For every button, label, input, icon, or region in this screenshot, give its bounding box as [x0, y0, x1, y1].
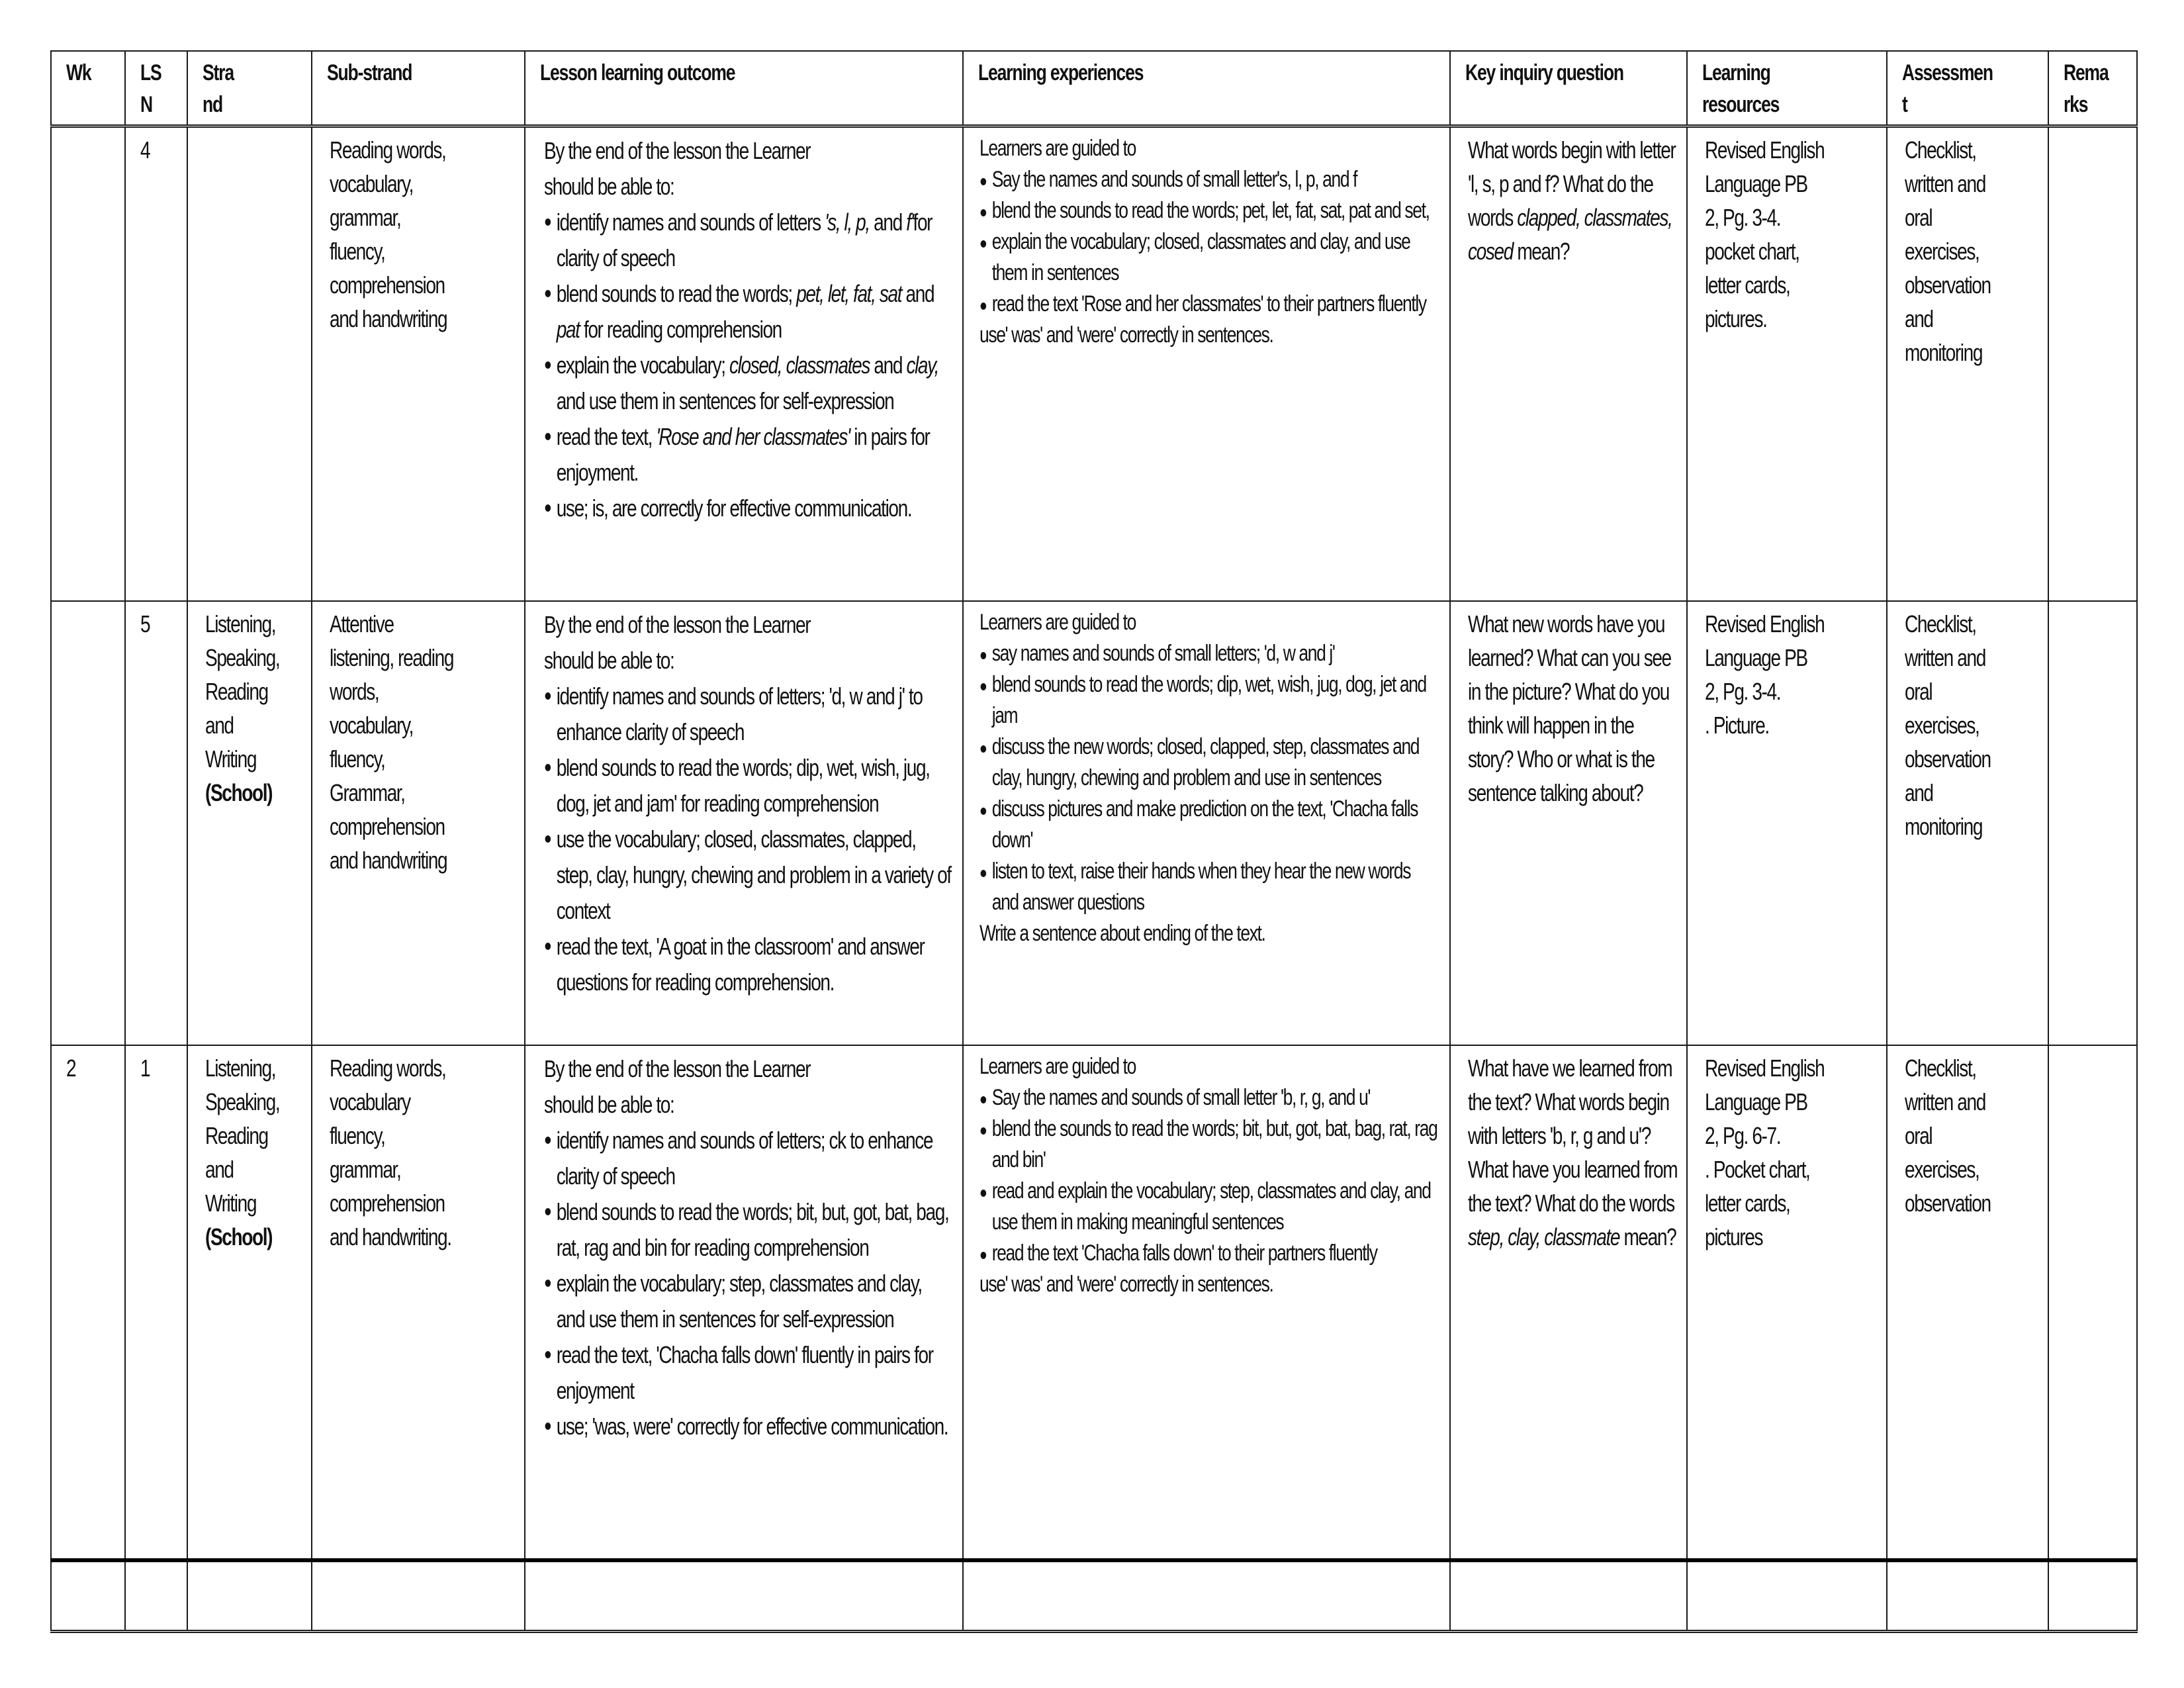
text-line: Grammar, — [330, 779, 405, 806]
text-segment: use the vocabulary; closed, classmates, clapped, step, clay, hungry, chewing and problem in a variety of context — [556, 825, 951, 924]
header-label-line: N — [140, 92, 152, 117]
scheme-of-work-page — [50, 50, 2136, 1633]
cell-substrand-text — [330, 133, 516, 336]
header-label-line: rks — [2064, 92, 2088, 117]
cell-assessment — [1887, 1045, 2048, 1560]
italic-text: clay, — [906, 352, 939, 379]
text-segment: identify names and sounds of letters; 'd, w and j' to enhance clarity of speech — [556, 682, 923, 745]
italic-text: pet, let, fat, sat — [796, 280, 902, 307]
outcome-list-item — [544, 276, 954, 348]
text-line: 2, Pg. 3-4. — [1705, 678, 1781, 705]
cell-week — [51, 1045, 125, 1560]
outcome-intro-line: should be able to: — [544, 647, 674, 674]
text-line: vocabulary — [330, 1088, 410, 1115]
cell-lesson-number — [125, 1560, 187, 1632]
cell-substrand — [312, 1045, 525, 1560]
text-line: Checklist, — [1905, 1055, 1976, 1082]
text-line: written and — [1905, 1088, 1985, 1115]
text-line: Writing — [205, 745, 257, 773]
cell-assessment-text — [1905, 607, 2040, 843]
text-line: Listening, — [205, 610, 276, 637]
cell-key-inquiry-question — [1450, 1045, 1687, 1560]
learning-experiences-text — [979, 133, 1441, 351]
text-line: vocabulary, — [330, 170, 414, 197]
header-text — [203, 57, 303, 120]
text-line: and handwriting — [330, 847, 447, 874]
header-label-line: Stra — [203, 60, 234, 85]
text-line: . Pocket chart, — [1705, 1156, 1810, 1183]
header-label: Lesson learning outcome — [540, 60, 735, 85]
learning-outcome-text — [544, 1051, 954, 1444]
cell-learning-resources-text — [1705, 133, 1878, 336]
header-text — [540, 57, 954, 89]
experiences-outro: use' was' and 'were' correctly in sentences. — [979, 1272, 1273, 1297]
header-label-line: LS — [140, 60, 161, 85]
cell-assessment — [1887, 601, 2048, 1045]
italic-text: f' — [906, 209, 913, 236]
text-line: observation — [1905, 745, 1991, 773]
text-line: Revised English — [1705, 136, 1825, 164]
strand-text — [205, 1051, 303, 1254]
text-line: and handwriting. — [330, 1223, 451, 1250]
lesson-number: 4 — [140, 136, 150, 164]
text-line: Listening, — [205, 1055, 276, 1082]
header-text — [140, 57, 179, 120]
learning-experiences-text — [979, 607, 1441, 949]
text-line: pocket chart, — [1705, 238, 1799, 265]
experiences-list — [979, 638, 1441, 918]
outcome-list-item — [544, 1409, 954, 1444]
cell-assessment-text — [1905, 1051, 2040, 1220]
header-text — [2064, 57, 2128, 120]
cell-learning-outcome — [525, 1045, 963, 1560]
text-segment: and — [869, 352, 907, 379]
text-segment: in pairs for enjoyment. — [556, 423, 930, 486]
table-row — [51, 1045, 2137, 1560]
experiences-list — [979, 1082, 1441, 1269]
text-line: Attentive — [330, 610, 394, 637]
outcome-list-item — [544, 929, 954, 1000]
text-line: Checklist, — [1905, 610, 1976, 637]
header-label-line: resources — [1702, 92, 1780, 117]
text-line: and — [1905, 779, 1933, 806]
cell-learning-outcome — [525, 601, 963, 1045]
cell-substrand-text — [330, 1051, 516, 1254]
text-line: Revised English — [1705, 1055, 1825, 1082]
outcome-list-item — [544, 491, 954, 526]
cell-assessment — [1887, 1560, 2048, 1632]
column-header-strand — [187, 51, 312, 126]
cell-learning-resources — [1687, 1045, 1887, 1560]
text-line: Reading — [205, 1122, 268, 1149]
text-line: Speaking, — [205, 1088, 280, 1115]
text-segment: explain the vocabulary; — [556, 352, 730, 379]
text-segment: use; 'was, were' correctly for effective communication. — [556, 1413, 948, 1440]
text-line: written and — [1905, 644, 1985, 671]
text-line: letter cards, — [1705, 271, 1790, 299]
column-header-remarks — [2048, 51, 2137, 126]
cell-remarks — [2048, 601, 2137, 1045]
text-segment: explain the vocabulary; step, classmates and clay, and use them in sentences for self-expression — [556, 1270, 922, 1333]
text-line: Reading — [205, 678, 268, 705]
outcome-intro-line: By the end of the lesson the Learner — [544, 611, 811, 638]
italic-text: closed, classmates — [729, 352, 870, 379]
text-line: Language PB — [1705, 644, 1807, 671]
text-line: 2, Pg. 3-4. — [1705, 204, 1781, 231]
header-text — [1902, 57, 2040, 120]
column-header-wk — [51, 51, 125, 126]
cell-remarks — [2048, 126, 2137, 602]
text-line: monitoring — [1905, 339, 1983, 366]
text-line: comprehension — [330, 813, 445, 840]
text-segment: and — [869, 209, 907, 236]
cell-lesson-number — [125, 601, 187, 1045]
cell-learning-experiences — [963, 601, 1450, 1045]
outcome-list-item — [544, 419, 954, 491]
week-number: 2 — [66, 1055, 76, 1082]
italic-text: pat — [556, 316, 580, 343]
cell-learning-outcome — [525, 1560, 963, 1632]
text-line: observation — [1905, 1190, 1991, 1217]
experiences-outro: use' was' and 'were' correctly in sentences. — [979, 322, 1273, 348]
experiences-list-item: Say the names and sounds of small letter 'b, r, g, and u' — [979, 1082, 1441, 1113]
table-row — [51, 1560, 2137, 1632]
text-line: written and — [1905, 170, 1985, 197]
italic-text: step, clay, classmate — [1468, 1223, 1620, 1250]
column-header-resources — [1687, 51, 1887, 126]
learning-outcome-text — [544, 607, 954, 1000]
cell-learning-resources-text — [1705, 1051, 1878, 1254]
key-inquiry-question-text — [1468, 607, 1678, 810]
experiences-list-item: read the text 'Rose and her classmates' to their partners fluently — [979, 289, 1441, 320]
cell-lesson-number — [125, 1045, 187, 1560]
header-label-line: t — [1902, 92, 1907, 117]
italic-text: clapped, classmates, cosed — [1468, 204, 1672, 265]
text-line: grammar, — [330, 1156, 401, 1183]
column-header-lsn — [125, 51, 187, 126]
header-label: Learning experiences — [978, 60, 1144, 85]
cell-assessment-text — [1905, 133, 2040, 369]
key-inquiry-question-text — [1468, 133, 1678, 268]
header-text — [1465, 57, 1678, 89]
text-line: Language PB — [1705, 170, 1807, 197]
outcome-intro-line: should be able to: — [544, 173, 674, 200]
text-line: Speaking, — [205, 644, 280, 671]
cell-substrand — [312, 1560, 525, 1632]
text-line: and — [1905, 305, 1933, 332]
outcome-list-item — [544, 679, 954, 750]
text-line: and — [205, 712, 234, 739]
text-line: fluency, — [330, 745, 385, 773]
experiences-list-item: discuss the new words; closed, clapped, step, classmates and clay, hungry, chewing and problem and use in sentences — [979, 731, 1441, 794]
learning-experiences-text — [979, 1051, 1441, 1300]
cell-learning-experiences — [963, 1560, 1450, 1632]
text-segment: mean? — [1512, 238, 1570, 265]
text-line: comprehension — [330, 271, 445, 299]
experiences-intro: Learners are guided to — [979, 1054, 1136, 1079]
cell-remarks — [2048, 1045, 2137, 1560]
outcome-intro-line: By the end of the lesson the Learner — [544, 1055, 811, 1082]
cell-strand — [187, 1560, 312, 1632]
text-line: and — [205, 1156, 234, 1183]
outcome-list-item — [544, 1337, 954, 1409]
experiences-list-item: blend the sounds to read the words; bit, but, got, bat, bag, rat, rag and bin' — [979, 1113, 1441, 1176]
experiences-list-item: Say the names and sounds of small letter's, l, p, and f — [979, 164, 1441, 195]
text-segment: for reading comprehension — [579, 316, 782, 343]
text-line: fluency, — [330, 238, 385, 265]
cell-assessment — [1887, 126, 2048, 602]
cell-substrand — [312, 601, 525, 1045]
key-inquiry-question-text — [1468, 1051, 1678, 1254]
column-header-kiq — [1450, 51, 1687, 126]
column-header-assessment — [1887, 51, 2048, 126]
lesson-number: 1 — [140, 1055, 150, 1082]
text-segment: What new words have you learned? What can you see in the picture? What do you think will happen in the story? Who or what is the sentence talking about? — [1468, 610, 1671, 806]
text-line: exercises, — [1905, 712, 1979, 739]
cell-week — [51, 601, 125, 1045]
experiences-list-item: discuss pictures and make prediction on the text, 'Chacha falls down' — [979, 794, 1441, 856]
text-line: . Picture. — [1705, 712, 1769, 739]
experiences-list-item: read the text 'Chacha falls down' to their partners fluently — [979, 1238, 1441, 1269]
outcome-list — [544, 679, 954, 1000]
text-segment: blend sounds to read the words; — [556, 280, 797, 307]
header-label-line: Learning — [1702, 60, 1770, 85]
text-line: and handwriting — [330, 305, 447, 332]
text-line: 2, Pg. 6-7. — [1705, 1122, 1781, 1149]
cell-remarks — [2048, 1560, 2137, 1632]
cell-key-inquiry-question — [1450, 126, 1687, 602]
cell-learning-experiences — [963, 126, 1450, 602]
lesson-number: 5 — [140, 610, 150, 637]
cell-strand — [187, 126, 312, 602]
text-segment: identify names and sounds of letters; ck to enhance clarity of speech — [556, 1127, 933, 1190]
table-row — [51, 601, 2137, 1045]
outcome-intro-line: By the end of the lesson the Learner — [544, 137, 811, 164]
column-header-experiences — [963, 51, 1450, 126]
experiences-list-item: say names and sounds of small letters; 'd, w and j' — [979, 638, 1441, 669]
header-text — [1702, 57, 1878, 120]
text-line: Checklist, — [1905, 136, 1976, 164]
text-segment: read the text, 'A goat in the classroom' and answer questions for reading comprehension. — [556, 933, 925, 996]
header-label-line: Rema — [2064, 60, 2109, 85]
text-line: pictures. — [1705, 305, 1767, 332]
experiences-list-item: listen to text, raise their hands when they hear the new words and answer questions — [979, 856, 1441, 918]
text-segment: mean? — [1619, 1223, 1676, 1250]
experiences-list-item: read and explain the vocabulary; step, classmates and clay, and use them in making meaningful sentences — [979, 1176, 1441, 1238]
header-label: Sub-strand — [327, 60, 412, 85]
cell-learning-resources — [1687, 601, 1887, 1045]
text-line: listening, reading — [330, 644, 454, 671]
header-label: Wk — [66, 60, 91, 85]
cell-learning-outcome — [525, 126, 963, 602]
text-line: grammar, — [330, 204, 401, 231]
text-segment: read the text, 'Chacha falls down' fluently in pairs for enjoyment — [556, 1341, 933, 1404]
text-line: words, — [330, 678, 379, 705]
text-line: Language PB — [1705, 1088, 1807, 1115]
experiences-list-item: blend the sounds to read the words; pet, let, fat, sat, pat and set, — [979, 195, 1441, 226]
cell-substrand-text — [330, 607, 516, 877]
cell-learning-resources — [1687, 1560, 1887, 1632]
cell-learning-resources — [1687, 126, 1887, 602]
cell-lesson-number — [125, 126, 187, 602]
text-line: fluency, — [330, 1122, 385, 1149]
outcome-list-item — [544, 205, 954, 276]
experiences-outro: Write a sentence about ending of the text. — [979, 921, 1265, 946]
text-line: Reading words, — [330, 136, 446, 164]
scheme-of-work-table — [50, 50, 2138, 1633]
italic-text: 's, l, p, — [825, 209, 870, 236]
text-line: exercises, — [1905, 1156, 1979, 1183]
cell-week — [51, 1560, 125, 1632]
header-label-line: Assessmen — [1902, 60, 1993, 85]
header-row — [51, 51, 2137, 126]
text-segment: What have we learned from the text? What words begin with letters 'b, r, g and u'? What have you learned from the text? What do the words — [1468, 1055, 1678, 1217]
text-segment: for clarity of speech — [556, 209, 933, 271]
column-header-substrand — [312, 51, 525, 126]
table-body — [51, 126, 2137, 1632]
experiences-list — [979, 164, 1441, 320]
text-line: oral — [1905, 678, 1933, 705]
outcome-list-item — [544, 1266, 954, 1337]
strand-context-label: (School) — [205, 779, 273, 806]
text-segment: identify names and sounds of letters — [556, 209, 825, 236]
cell-key-inquiry-question — [1450, 1560, 1687, 1632]
italic-text: 'Rose and her classmates' — [656, 423, 850, 450]
text-line: oral — [1905, 204, 1933, 231]
experiences-list-item: explain the vocabulary; closed, classmates and clay, and use them in sentences — [979, 226, 1441, 289]
header-text — [66, 57, 116, 89]
cell-learning-experiences — [963, 1045, 1450, 1560]
cell-week — [51, 126, 125, 602]
text-line: monitoring — [1905, 813, 1983, 840]
cell-substrand — [312, 126, 525, 602]
header-text — [978, 57, 1441, 89]
header-label: Key inquiry question — [1465, 60, 1623, 85]
text-line: letter cards, — [1705, 1190, 1790, 1217]
text-line: comprehension — [330, 1190, 445, 1217]
outcome-list-item — [544, 1123, 954, 1194]
outcome-list-item — [544, 1194, 954, 1266]
text-line: exercises, — [1905, 238, 1979, 265]
outcome-list — [544, 1123, 954, 1444]
text-line: pictures — [1705, 1223, 1763, 1250]
cell-learning-resources-text — [1705, 607, 1878, 742]
header-text — [327, 57, 516, 89]
text-line: observation — [1905, 271, 1991, 299]
text-line: Reading words, — [330, 1055, 446, 1082]
text-segment: and use them in sentences for self-expression — [556, 387, 894, 414]
text-line: Revised English — [1705, 610, 1825, 637]
learning-outcome-text — [544, 133, 954, 526]
cell-strand — [187, 1045, 312, 1560]
outcome-list-item — [544, 821, 954, 929]
table-row — [51, 126, 2137, 602]
outcome-intro-line: should be able to: — [544, 1091, 674, 1118]
text-line: vocabulary, — [330, 712, 414, 739]
strand-context-label: (School) — [205, 1223, 273, 1250]
experiences-intro: Learners are guided to — [979, 136, 1136, 161]
outcome-list — [544, 205, 954, 526]
text-line: oral — [1905, 1122, 1933, 1149]
text-segment: What words begin with letter 'l, s, p and f? What do the words — [1468, 136, 1676, 231]
text-line: Writing — [205, 1190, 257, 1217]
experiences-intro: Learners are guided to — [979, 610, 1136, 635]
text-segment: blend sounds to read the words; bit, but, got, bat, bag, rat, rag and bin for reading comprehension — [556, 1198, 949, 1261]
experiences-list-item: blend sounds to read the words; dip, wet, wish, jug, dog, jet and jam — [979, 669, 1441, 731]
cell-strand — [187, 601, 312, 1045]
column-header-outcome — [525, 51, 963, 126]
outcome-list-item — [544, 348, 954, 419]
text-segment: read the text, — [556, 423, 657, 450]
text-segment: and — [901, 280, 934, 307]
header-label-line: nd — [203, 92, 223, 117]
outcome-list-item — [544, 750, 954, 821]
cell-key-inquiry-question — [1450, 601, 1687, 1045]
text-segment: blend sounds to read the words; dip, wet, wish, jug, dog, jet and jam' for reading comprehension — [556, 754, 930, 817]
text-segment: use; is, are correctly for effective communication. — [556, 494, 912, 522]
strand-text — [205, 607, 303, 810]
